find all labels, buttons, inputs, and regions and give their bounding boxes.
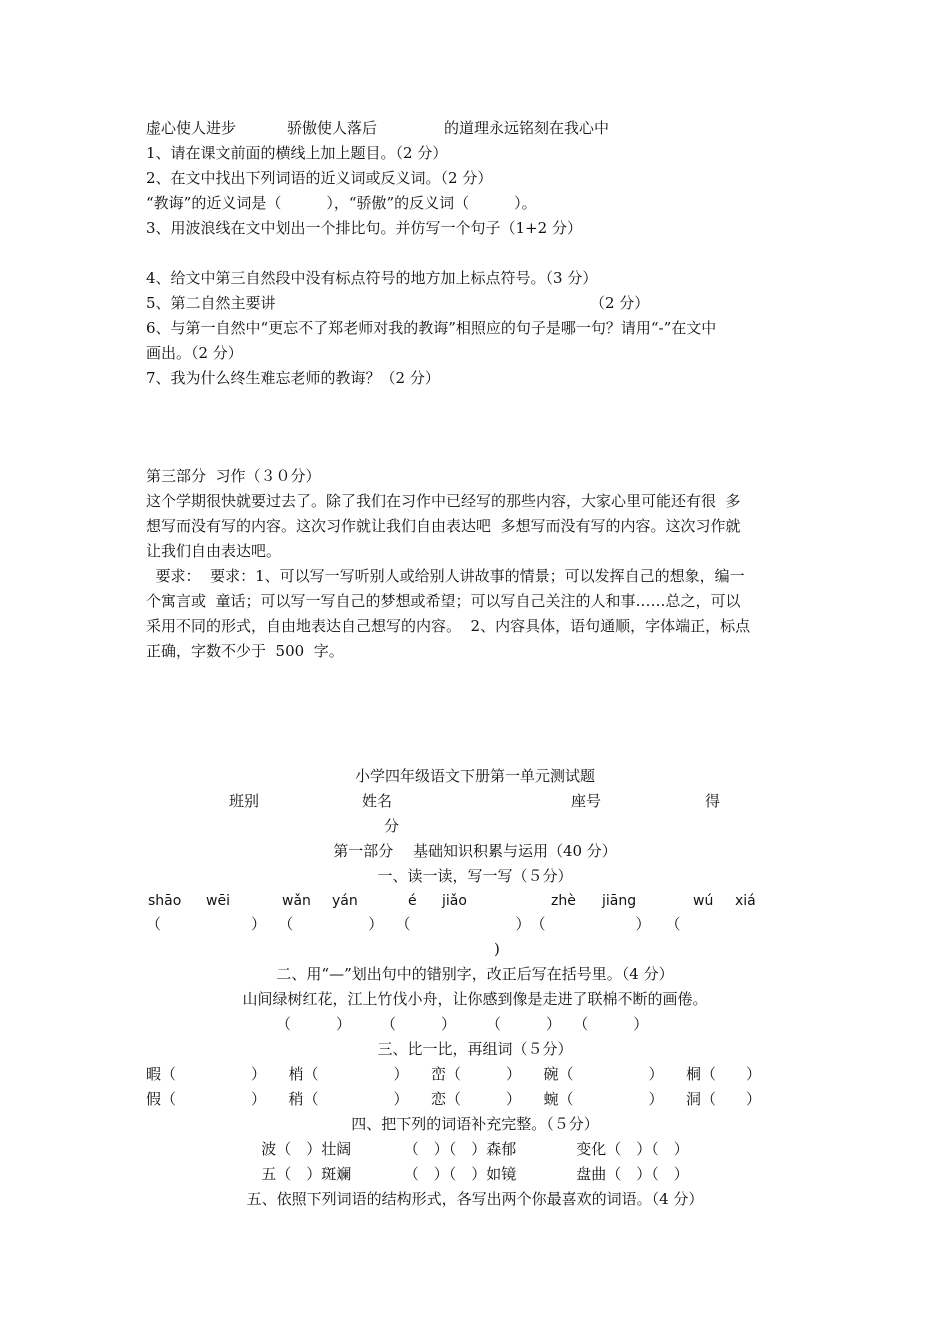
motto-phrase-2: 骄傲使人落后 xyxy=(287,119,378,137)
section-1-title: 一、读一读，写一写（５分） xyxy=(377,867,573,885)
writing-line: 要求： 要求：1、可以写一写听别人或给别人讲故事的情景；可以发挥自己的想象，编一 xyxy=(146,567,745,585)
section-3-row: 暇（ ） 梢（ ） 峦（ ） 碗（ ） 桐（ ） xyxy=(146,1065,762,1083)
seat-label: 座号 xyxy=(571,792,602,810)
question-3: 3、用波浪线在文中划出一个排比句。并仿写一个句子（1+2 分） xyxy=(146,219,582,237)
question-2-sub: “教诲”的近义词是（ ），“骄傲”的反义词（ ）。 xyxy=(146,194,537,212)
pinyin: jiǎo xyxy=(442,893,467,909)
section-3-title: 三、比一比，再组词（５分） xyxy=(377,1040,573,1058)
motto-phrase-1: 虚心使人进步 xyxy=(146,119,237,137)
question-1: 1、请在课文前面的横线上加上题目。（2 分） xyxy=(146,144,448,162)
writing-line: 想写而没有写的内容。这次习作就让我们自由表达吧 多想写而没有写的内容。这次习作就 xyxy=(146,517,741,535)
section-2-title: 二、用“—”划出句中的错别字，改正后写在括号里。（4 分） xyxy=(276,965,674,983)
question-6-line-2: 画出。（2 分） xyxy=(146,344,243,362)
question-4: 4、给文中第三自然段中没有标点符号的地方加上标点符号。（3 分） xyxy=(146,269,598,287)
pinyin: jiāng xyxy=(602,893,637,909)
question-5-score: （2 分） xyxy=(590,294,650,312)
question-2: 2、在文中找出下列词语的近义词或反义词。（2 分） xyxy=(146,169,493,187)
writing-line: 这个学期很快就要过去了。除了我们在习作中已经写的那些内容，大家心里可能还有很 多 xyxy=(146,492,741,510)
test-title: 小学四年级语文下册第一单元测试题 xyxy=(354,767,595,785)
part-1-heading: 第一部分 基础知识积累与运用（40 分） xyxy=(333,842,617,860)
writing-heading: 第三部分 习作（３０分） xyxy=(146,467,321,485)
class-label: 班别 xyxy=(229,792,260,810)
section-4-row: 五（ ）斑斓 （ ）（ ）如镜 盘曲（ ）（ ） xyxy=(261,1165,689,1183)
writing-line: 采用不同的形式，自由地表达自己想写的内容。 2、内容具体，语句通顺，字体端正，标点 xyxy=(146,617,751,635)
pinyin: wǎn xyxy=(282,893,311,909)
question-5: 5、第二自然主要讲 xyxy=(146,294,276,312)
writing-line: 正确，字数不少于 500 字。 xyxy=(146,642,344,660)
section-3-row: 假（ ） 稍（ ） 恋（ ） 蜿（ ） 洞（ ） xyxy=(146,1090,762,1108)
pinyin: yán xyxy=(332,893,358,909)
question-7: 7、我为什么终生难忘老师的教诲？（2 分） xyxy=(146,369,440,387)
pinyin: zhè xyxy=(551,893,576,909)
section-5-title: 五、依照下列词语的结构形式，各写出两个你最喜欢的词语。（4 分） xyxy=(246,1190,704,1208)
pinyin: é xyxy=(408,893,417,909)
section-1-answer-brackets: （ ） （ ） （ ） （ ） （ xyxy=(146,915,681,933)
pinyin: shāo xyxy=(148,893,182,909)
name-label: 姓名 xyxy=(362,792,393,810)
motto-phrase-3: 的道理永远铭刻在我心中 xyxy=(444,119,610,137)
section-1-closing-bracket: ) xyxy=(494,940,500,958)
question-6-line-1: 6、与第一自然中“更忘不了郑老师对我的教诲”相照应的句子是哪一句？请用“-”在文中 xyxy=(146,319,717,337)
score-label-unit: 分 xyxy=(384,817,400,835)
pinyin: wēi xyxy=(206,893,230,909)
writing-line: 让我们自由表达吧。 xyxy=(146,542,282,560)
section-2-answer-brackets: （ ） （ ） （ ） （ ） xyxy=(276,1015,649,1033)
score-label: 得 xyxy=(705,792,721,810)
section-2-sentence: 山间绿树红花，江上竹伐小舟，让你感到像是走进了联棉不断的画倦。 xyxy=(242,990,708,1008)
pinyin: xiá xyxy=(735,893,756,909)
section-4-row: 波（ ）壮阔 （ ）（ ）森郁 变化（ ）（ ） xyxy=(261,1140,689,1158)
pinyin: wú xyxy=(693,893,714,909)
section-4-title: 四、把下列的词语补充完整。（５分） xyxy=(351,1115,599,1133)
writing-line: 个寓言或 童话；可以写一写自己的梦想或希望；可以写自己关注的人和事……总之，可以 xyxy=(146,592,741,610)
